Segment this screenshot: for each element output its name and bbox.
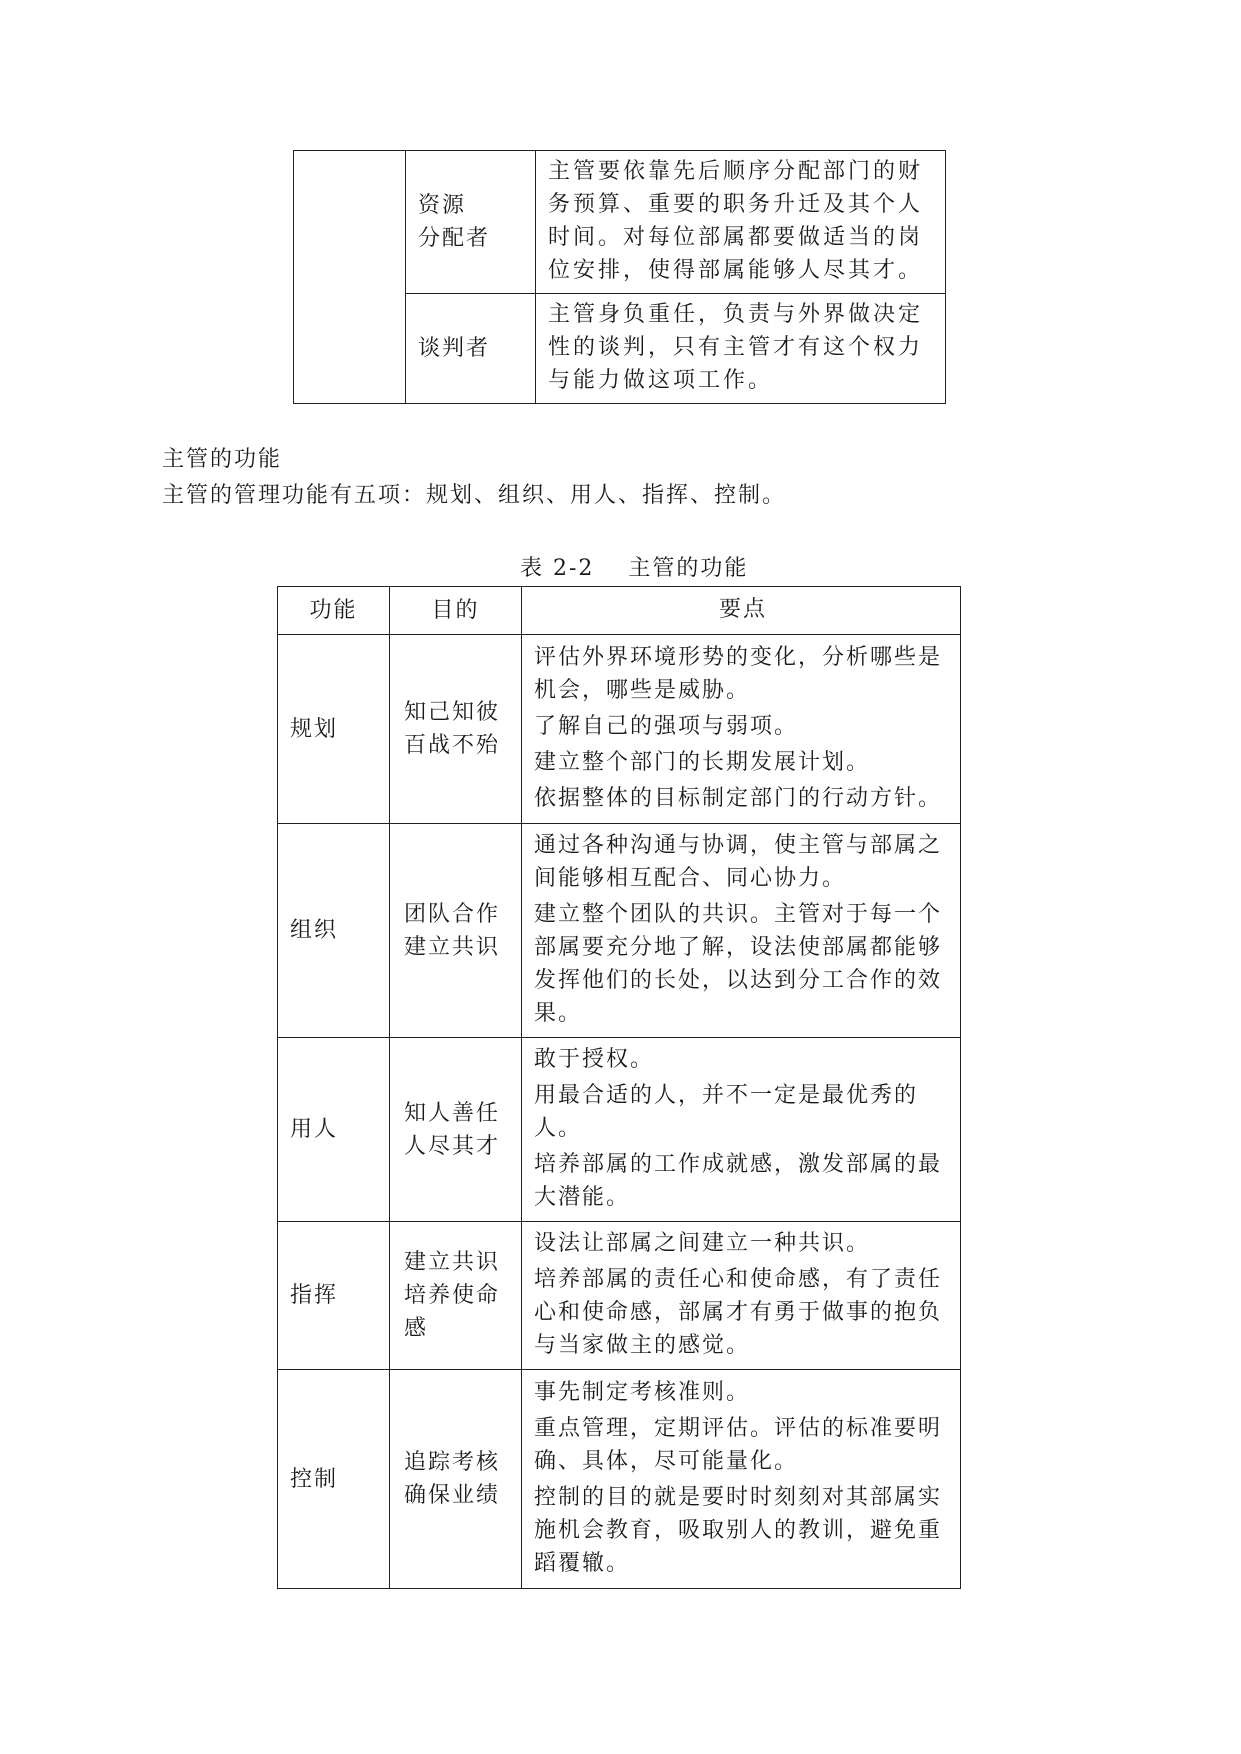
table-header-row	[278, 587, 961, 635]
table-row	[294, 151, 946, 294]
points-cell	[522, 1038, 961, 1222]
goal-cell	[390, 635, 522, 824]
role-line: 谈判者	[418, 336, 491, 361]
table-row	[278, 635, 961, 824]
goal-line: 建立共识	[404, 1250, 501, 1275]
function-cell: 指挥	[278, 1222, 390, 1370]
points-cell	[522, 1370, 961, 1589]
function-cell: 规划	[278, 635, 390, 824]
section-title: 主管的功能	[162, 447, 283, 472]
point-item: 培养部属的工作成就感，激发部属的最大潜能。	[534, 1152, 943, 1210]
role-cell	[406, 151, 536, 294]
point-item: 事先制定考核准则。	[534, 1380, 751, 1405]
table-row	[278, 824, 961, 1038]
table-caption	[520, 551, 748, 582]
goal-cell	[390, 1222, 522, 1370]
point-item: 重点管理，定期评估。评估的标准要明确、具体，尽可能量化。	[534, 1416, 943, 1474]
goal-line: 感	[404, 1316, 429, 1341]
goal-line: 百战不殆	[404, 733, 501, 758]
role-line: 资源	[418, 193, 467, 218]
header-function: 功能	[278, 587, 390, 635]
goal-line: 确保业绩	[404, 1483, 501, 1508]
point-item: 培养部属的责任心和使命感，有了责任心和使命感，部属才有勇于做事的抱负与当家做主的感觉。	[534, 1267, 943, 1358]
point-item: 用最合适的人，并不一定是最优秀的人。	[534, 1083, 919, 1141]
goal-cell	[390, 1370, 522, 1589]
empty-category-cell	[294, 151, 406, 404]
table-caption-title: 主管的功能	[628, 556, 749, 581]
goal-line: 培养使命	[404, 1283, 501, 1308]
goal-cell	[390, 1038, 522, 1222]
table-row	[278, 1370, 961, 1589]
point-item: 建立整个团队的共识。主管对于每一个部属要充分地了解，设法使部属都能够发挥他们的长处，以达到分工合作的效果。	[534, 902, 943, 1026]
manager-functions-table	[277, 586, 961, 1589]
header-goal: 目的	[390, 587, 522, 635]
function-cell: 用人	[278, 1038, 390, 1222]
point-item: 设法让部属之间建立一种共识。	[534, 1231, 871, 1256]
goal-cell	[390, 824, 522, 1038]
point-item: 依据整体的目标制定部门的行动方针。	[534, 786, 943, 811]
goal-line: 追踪考核	[404, 1450, 501, 1475]
role-description: 主管要依靠先后顺序分配部门的财务预算、重要的职务升迁及其个人时间。对每位部属都要做适当的岗位安排，使得部属能够人尽其才。	[536, 151, 946, 294]
goal-line: 知己知彼	[404, 700, 501, 725]
function-cell: 组织	[278, 824, 390, 1038]
points-cell	[522, 635, 961, 824]
points-cell	[522, 824, 961, 1038]
point-item: 评估外界环境形势的变化，分析哪些是机会，哪些是威胁。	[534, 645, 943, 703]
point-item: 了解自己的强项与弱项。	[534, 714, 799, 739]
continued-roles-table	[293, 150, 946, 404]
point-item: 控制的目的就是要时时刻刻对其部属实施机会教育，吸取别人的教训，避免重蹈覆辙。	[534, 1485, 943, 1576]
role-description: 主管身负重任，负责与外界做决定性的谈判，只有主管才有这个权力与能力做这项工作。	[536, 294, 946, 404]
goal-line: 知人善任	[404, 1100, 501, 1126]
point-item: 敢于授权。	[534, 1047, 655, 1072]
goal-line: 团队合作	[404, 901, 501, 927]
function-cell: 控制	[278, 1370, 390, 1589]
table-row	[278, 1222, 961, 1370]
role-line: 分配者	[418, 226, 491, 251]
point-item: 通过各种沟通与协调，使主管与部属之间能够相互配合、同心协力。	[534, 833, 943, 891]
point-item: 建立整个部门的长期发展计划。	[534, 750, 871, 775]
header-points: 要点	[522, 587, 961, 635]
section-intro: 主管的管理功能有五项：规划、组织、用人、指挥、控制。	[162, 483, 787, 508]
table-caption-number: 表 2-2	[520, 556, 595, 581]
goal-line: 人尽其才	[404, 1133, 501, 1159]
goal-line: 建立共识	[404, 934, 501, 960]
points-cell	[522, 1222, 961, 1370]
role-cell	[406, 294, 536, 404]
table-row	[278, 1038, 961, 1222]
